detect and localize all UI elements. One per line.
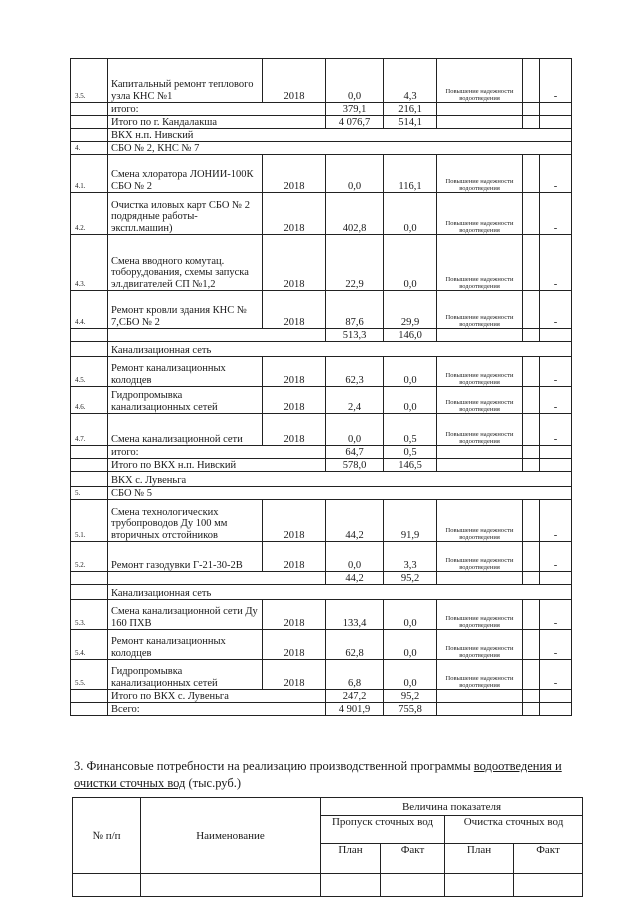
empty-cell: [108, 329, 326, 342]
empty-cell: [71, 129, 108, 142]
work-name: Смена вводного комутац. тобору,дования, схемы запуска эл.двигателей СП №1,2: [108, 235, 263, 291]
table-row: [71, 660, 572, 690]
year-cell: 2018: [263, 291, 326, 329]
empty-cell: [523, 387, 540, 414]
subtotal-label: итого:: [108, 103, 326, 116]
group-label: ВКХ с. Лувеньга: [108, 472, 572, 487]
row-number: 5.4.: [71, 630, 108, 660]
table-row: [71, 142, 572, 155]
dash-cell: -: [540, 414, 572, 446]
fact-value: 0,5: [384, 414, 437, 446]
plan-value: 44,2: [326, 500, 384, 542]
table-row: [71, 500, 572, 542]
fact-value: 0,0: [384, 630, 437, 660]
table-row: [71, 487, 572, 500]
plan-value: 578,0: [326, 459, 384, 472]
program-table: [70, 58, 572, 716]
fact-value: 3,3: [384, 542, 437, 572]
empty-cell: [108, 572, 326, 585]
table-row: [71, 600, 572, 630]
empty-cell: [523, 357, 540, 387]
subtotal-label: итого:: [108, 446, 326, 459]
table-row: [71, 690, 572, 703]
empty-cell: [71, 342, 108, 357]
section-number: 4.: [71, 142, 108, 155]
row-number: 4.4.: [71, 291, 108, 329]
year-cell: 2018: [263, 542, 326, 572]
empty-cell: [437, 329, 523, 342]
table-row: [71, 703, 572, 716]
col-clean-header: Очистка сточных вод: [445, 816, 583, 844]
row-number: 5.1.: [71, 500, 108, 542]
work-name: Капитальный ремонт теплового узла КНС №1: [108, 59, 263, 103]
empty-cell: [523, 155, 540, 193]
empty-cell: [523, 542, 540, 572]
goal-cell: Повышение надежности водоотведения: [437, 542, 523, 572]
empty-cell: [437, 103, 523, 116]
fact-value: 0,5: [384, 446, 437, 459]
row-number: 4.6.: [71, 387, 108, 414]
empty-cell: [71, 459, 108, 472]
row-number: 4.7.: [71, 414, 108, 446]
group-label: Канализационная сеть: [108, 342, 572, 357]
fact-value: 91,9: [384, 500, 437, 542]
row-number: 4.3.: [71, 235, 108, 291]
financial-needs-table: [72, 797, 583, 897]
empty-cell: [540, 690, 572, 703]
empty-cell: [523, 103, 540, 116]
work-name: Очистка иловых карт СБО № 2 подрядные работы-экспл.машин): [108, 193, 263, 235]
empty-cell: [445, 874, 514, 897]
goal-cell: Повышение надежности водоотведения: [437, 414, 523, 446]
empty-cell: [71, 472, 108, 487]
goal-cell: Повышение надежности водоотведения: [437, 387, 523, 414]
fact-value: 0,0: [384, 193, 437, 235]
goal-cell: Повышение надежности водоотведения: [437, 155, 523, 193]
empty-cell: [71, 690, 108, 703]
row-number: 5.5.: [71, 660, 108, 690]
dash-cell: -: [540, 542, 572, 572]
table-row: [71, 414, 572, 446]
year-cell: 2018: [263, 59, 326, 103]
fact-value: 0,0: [384, 357, 437, 387]
fact-value: 0,0: [384, 387, 437, 414]
goal-cell: Повышение надежности водоотведения: [437, 500, 523, 542]
empty-cell: [540, 703, 572, 716]
goal-cell: Повышение надежности водоотведения: [437, 357, 523, 387]
plan-value: 0,0: [326, 414, 384, 446]
empty-cell: [523, 600, 540, 630]
empty-cell: [141, 874, 321, 897]
empty-cell: [437, 703, 523, 716]
group-label: Канализационная сеть: [108, 585, 572, 600]
row-number: 3.5.: [71, 59, 108, 103]
col-group-header: Величина показателя: [321, 798, 583, 816]
empty-cell: [73, 874, 141, 897]
table-row: [71, 585, 572, 600]
goal-cell: Повышение надежности водоотведения: [437, 600, 523, 630]
dash-cell: -: [540, 387, 572, 414]
plan-value: 64,7: [326, 446, 384, 459]
year-cell: 2018: [263, 235, 326, 291]
empty-cell: [71, 116, 108, 129]
year-cell: 2018: [263, 414, 326, 446]
empty-cell: [540, 329, 572, 342]
row-number: 4.5.: [71, 357, 108, 387]
plan-value: 4 901,9: [326, 703, 384, 716]
table-row: [71, 129, 572, 142]
plan-value: 513,3: [326, 329, 384, 342]
fact-value: 29,9: [384, 291, 437, 329]
fact-value: 0,0: [384, 600, 437, 630]
empty-cell: [523, 660, 540, 690]
plan-value: 62,8: [326, 630, 384, 660]
empty-cell: [71, 585, 108, 600]
plan-value: 0,0: [326, 542, 384, 572]
subtotal-label: Всего:: [108, 703, 326, 716]
dash-cell: -: [540, 193, 572, 235]
work-name: Смена технологических трубопроводов Ду 100 мм вторичных отстойников: [108, 500, 263, 542]
dash-cell: -: [540, 500, 572, 542]
plan-value: 2,4: [326, 387, 384, 414]
empty-cell: [523, 446, 540, 459]
goal-cell: Повышение надежности водоотведения: [437, 660, 523, 690]
year-cell: 2018: [263, 660, 326, 690]
empty-cell: [321, 874, 381, 897]
year-cell: 2018: [263, 600, 326, 630]
empty-cell: [523, 235, 540, 291]
fact-value: 514,1: [384, 116, 437, 129]
fact-value: 146,0: [384, 329, 437, 342]
work-name: Гидропромывка канализационных сетей: [108, 660, 263, 690]
empty-cell: [523, 690, 540, 703]
empty-cell: [437, 116, 523, 129]
work-name: Гидропромывка канализационных сетей: [108, 387, 263, 414]
work-name: Смена канализационной сети Ду 160 ПХВ: [108, 600, 263, 630]
empty-cell: [514, 874, 583, 897]
table-row: [71, 291, 572, 329]
fact-value: 146,5: [384, 459, 437, 472]
section-name: СБО № 2, КНС № 7: [108, 142, 572, 155]
row-number: 5.3.: [71, 600, 108, 630]
table-row: [71, 329, 572, 342]
subtotal-label: Итого по ВКХ н.п. Нивский: [108, 459, 326, 472]
empty-cell: [71, 703, 108, 716]
plan-value: 0,0: [326, 155, 384, 193]
empty-cell: [540, 116, 572, 129]
table-row: [71, 387, 572, 414]
fact-value: 0,0: [384, 235, 437, 291]
empty-cell: [523, 329, 540, 342]
work-name: Смена канализационной сети: [108, 414, 263, 446]
empty-cell: [540, 103, 572, 116]
table-row: [71, 342, 572, 357]
empty-cell: [523, 116, 540, 129]
dash-cell: -: [540, 600, 572, 630]
fact-value: 755,8: [384, 703, 437, 716]
dash-cell: -: [540, 59, 572, 103]
work-name: Ремонт канализационных колодцев: [108, 357, 263, 387]
plan-value: 402,8: [326, 193, 384, 235]
empty-cell: [523, 703, 540, 716]
col-pass-header: Пропуск сточных вод: [321, 816, 445, 844]
table-row: [71, 59, 572, 103]
fact-value: 0,0: [384, 660, 437, 690]
table-row: [71, 472, 572, 487]
empty-cell: [71, 103, 108, 116]
subtotal-label: Итого по г. Кандалакша: [108, 116, 326, 129]
empty-cell: [523, 291, 540, 329]
table-row: [71, 116, 572, 129]
table-row: [71, 630, 572, 660]
table-row: [71, 155, 572, 193]
year-cell: 2018: [263, 500, 326, 542]
section-number: 5.: [71, 487, 108, 500]
year-cell: 2018: [263, 630, 326, 660]
work-name: Смена хлоратора ЛОНИИ-100К СБО № 2: [108, 155, 263, 193]
fact-value: 95,2: [384, 690, 437, 703]
table-row: [71, 193, 572, 235]
empty-cell: [71, 572, 108, 585]
col-name-header: Наименование: [141, 798, 321, 874]
row-number: 4.2.: [71, 193, 108, 235]
plan-header: План: [445, 844, 514, 874]
plan-value: 44,2: [326, 572, 384, 585]
table-row: [71, 357, 572, 387]
empty-cell: [523, 193, 540, 235]
dash-cell: -: [540, 291, 572, 329]
goal-cell: Повышение надежности водоотведения: [437, 235, 523, 291]
dash-cell: -: [540, 660, 572, 690]
empty-cell: [523, 59, 540, 103]
plan-value: 62,3: [326, 357, 384, 387]
work-name: Ремонт газодувки Г-21-30-2В: [108, 542, 263, 572]
plan-value: 22,9: [326, 235, 384, 291]
year-cell: 2018: [263, 387, 326, 414]
plan-value: 0,0: [326, 59, 384, 103]
empty-cell: [540, 572, 572, 585]
empty-cell: [437, 572, 523, 585]
work-name: Ремонт канализационных колодцев: [108, 630, 263, 660]
empty-cell: [381, 874, 445, 897]
fact-value: 95,2: [384, 572, 437, 585]
group-label: ВКХ н.п. Нивский: [108, 129, 572, 142]
goal-cell: Повышение надежности водоотведения: [437, 291, 523, 329]
plan-value: 87,6: [326, 291, 384, 329]
plan-value: 247,2: [326, 690, 384, 703]
row-number: 5.2.: [71, 542, 108, 572]
empty-cell: [523, 630, 540, 660]
empty-cell: [523, 572, 540, 585]
empty-cell: [437, 446, 523, 459]
empty-cell: [523, 414, 540, 446]
empty-cell: [71, 329, 108, 342]
dash-cell: -: [540, 155, 572, 193]
empty-cell: [540, 459, 572, 472]
goal-cell: Повышение надежности водоотведения: [437, 59, 523, 103]
goal-cell: Повышение надежности водоотведения: [437, 193, 523, 235]
empty-cell: [437, 690, 523, 703]
goal-cell: Повышение надежности водоотведения: [437, 630, 523, 660]
table-row: [71, 542, 572, 572]
year-cell: 2018: [263, 193, 326, 235]
row-number: 4.1.: [71, 155, 108, 193]
dash-cell: -: [540, 630, 572, 660]
fact-value: 4,3: [384, 59, 437, 103]
subtotal-label: Итого по ВКХ с. Лувеньга: [108, 690, 326, 703]
dash-cell: -: [540, 235, 572, 291]
empty-cell: [523, 459, 540, 472]
dash-cell: -: [540, 357, 572, 387]
empty-cell: [540, 446, 572, 459]
table-row: [71, 572, 572, 585]
plan-value: 133,4: [326, 600, 384, 630]
table-row: [71, 446, 572, 459]
year-cell: 2018: [263, 357, 326, 387]
section-name: СБО № 5: [108, 487, 572, 500]
fact-header: Факт: [381, 844, 445, 874]
fact-value: 216,1: [384, 103, 437, 116]
plan-value: 4 076,7: [326, 116, 384, 129]
table-row: [71, 459, 572, 472]
year-cell: 2018: [263, 155, 326, 193]
fact-header: Факт: [514, 844, 583, 874]
work-name: Ремонт кровли здания КНС № 7,СБО № 2: [108, 291, 263, 329]
empty-cell: [71, 446, 108, 459]
plan-value: 6,8: [326, 660, 384, 690]
table-row: [71, 103, 572, 116]
plan-header: План: [321, 844, 381, 874]
section-3-heading: 3. Финансовые потребности на реализацию производственной программы водоотведения и очистки сточных вод (тыс.руб.): [74, 759, 562, 790]
empty-cell: [523, 500, 540, 542]
fact-value: 116,1: [384, 155, 437, 193]
col-num-header: № п/п: [73, 798, 141, 874]
empty-cell: [437, 459, 523, 472]
table-row: [71, 235, 572, 291]
plan-value: 379,1: [326, 103, 384, 116]
